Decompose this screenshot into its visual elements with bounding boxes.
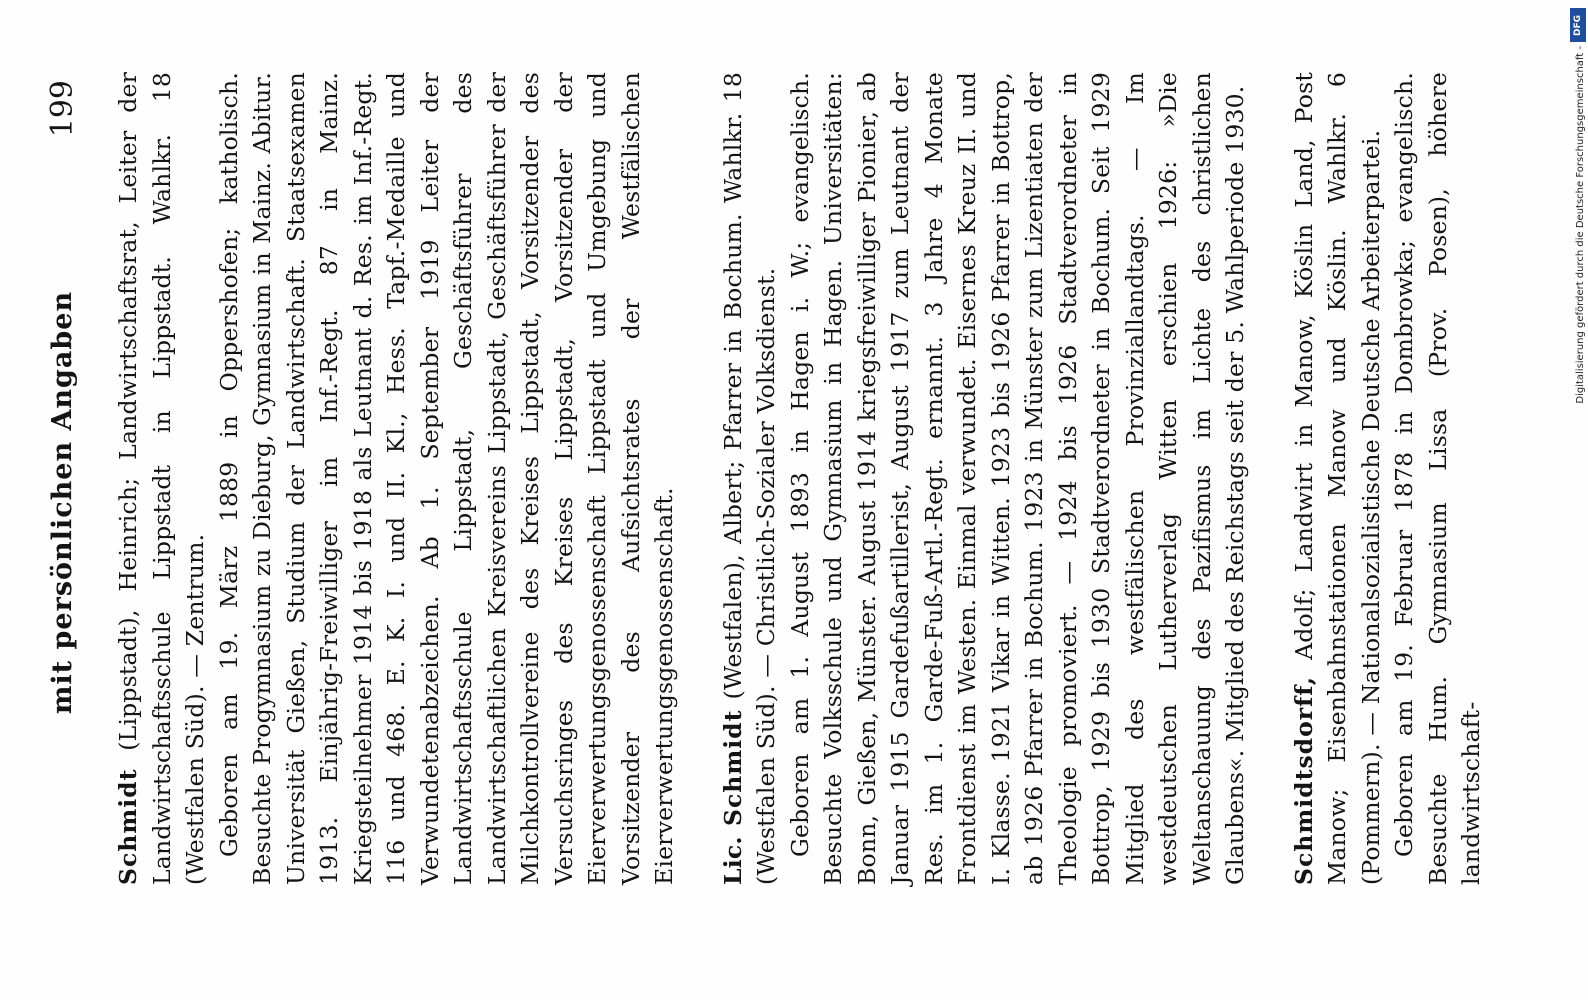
digitization-footer (1566, 0, 1588, 404)
entry-body: Geboren am 19. März 1889 in Oppershofen; katholisch. Besuchte Progymnasium zu Dieburg, Gymnasium in Mainz. Abitur. Universität Gießen, Studium der Landwirtschaft. Staatsexamen 1913. Einjährig-Freiwilliger im Inf.-Regt. 87 in Mainz. Kriegsteilnehmer 1914 bis 1918 als Leutnant d. Res. im Inf.-Regt. 116 und 468. E. K. I. und II. Kl., Hess. Tapf.-Medaille und Verwundetenabzeichen. Ab 1. September 1919 Leiter der Landwirtschaftsschule Lippstadt, Geschäftsführer des Landwirtschaftlichen Kreisvereins Lippstadt, Geschäftsführer der Milchkontrollvereine des Kreises Lippstadt, Vorsitzender des Versuchsringes des Kreises Lippstadt, Vorsitzender der Eierverwertungsgenossenschaft Lippstadt und Umgebung und Vorsitzender des Aufsichtsrates der Westfälischen Eierverwertungsgenossenschaft. (214, 72, 678, 885)
running-head: mit persönlichen Angaben (47, 290, 78, 715)
page-header (35, 80, 95, 925)
entry-body: Geboren am 19. Februar 1878 in Dombrowka; evangelisch. Besuchte Hum. Gymnasium Lissa (Prov. Posen), höhere landwirtschaft- (1390, 72, 1485, 885)
entry-lead (112, 72, 213, 885)
biography-entry (1288, 72, 1489, 885)
entry-name: Schmidtsdorff, (1289, 675, 1318, 885)
page-number: 199 (45, 80, 80, 138)
dfg-logo: DFG (1570, 8, 1586, 42)
entry-body: Geboren am 1. August 1893 in Hagen i. W.; evangelisch. Besuchte Volksschule und Gymnasium in Hagen. Universitäten: Bonn, Gießen, Münster. August 1914 kriegsfreiwilliger Pionier, ab Januar 1915 Gardefußartillerist, August 1917 zum Leutnant der Res. im 1. Garde-Fuß-Artl.-Regt. ernannt. 3 Jahre 4 Monate Frontdienst im Westen. Einmal verwundet. Eisernes Kreuz II. und I. Klasse. 1921 Vikar in Witten. 1923 bis 1926 Pfarrer in Bottrop, ab 1926 Pfarrer in Bochum. 1923 in Münster zum Lizentiaten der Theologie promoviert. — 1924 bis 1926 Stadtverordneter in Bottrop, 1929 bis 1930 Stadtverordneter in Bochum. Seit 1929 Mitglied des westfälischen Provinziallandtags. — Im westdeutschen Lutherverlag Witten erschien 1926: »Die Weltanschauung des Pazifismus im Lichte des christlichen Glaubens«. Mitglied des Reichstags seit der 5. Wahlperiode 1930. (785, 72, 1249, 885)
entry-lead (1288, 72, 1389, 885)
digitization-note: Digitalisierung gefördert durch die Deutsche Forschungsgemeinschaft - (1575, 46, 1586, 404)
entry-lead-text: (Westfalen), Albert; Pfarrer in Bochum. Wahlkr. 18 (Westfalen Süd). — Christlich-Sozialer Volksdienst. (718, 71, 780, 885)
entry-lead (717, 72, 784, 885)
entry-name: Schmidt (114, 768, 142, 885)
entry-lead-text: Adolf; Landwirt in Manow, Köslin Land, Post Manow; Eisenbahnstationen Manow und Köslin. Wahlkr. 6 (Pommern). — Nationalsozialistische Deutsche Arbeiterpartei. (1289, 72, 1385, 885)
entry-lead-text: (Lippstadt), Heinrich; Landwirtschaftsrat, Leiter der Landwirtschaftsschule Lippstadt in Lippstadt. Wahlkr. 18 (Westfalen Süd). — Zentrum. (114, 71, 209, 885)
biography-entry (112, 72, 682, 885)
entry-title-prefix: Lic. (718, 836, 747, 885)
entry-name: Schmidt (718, 709, 747, 827)
biography-list (112, 72, 1489, 885)
biography-entry (717, 72, 1253, 885)
